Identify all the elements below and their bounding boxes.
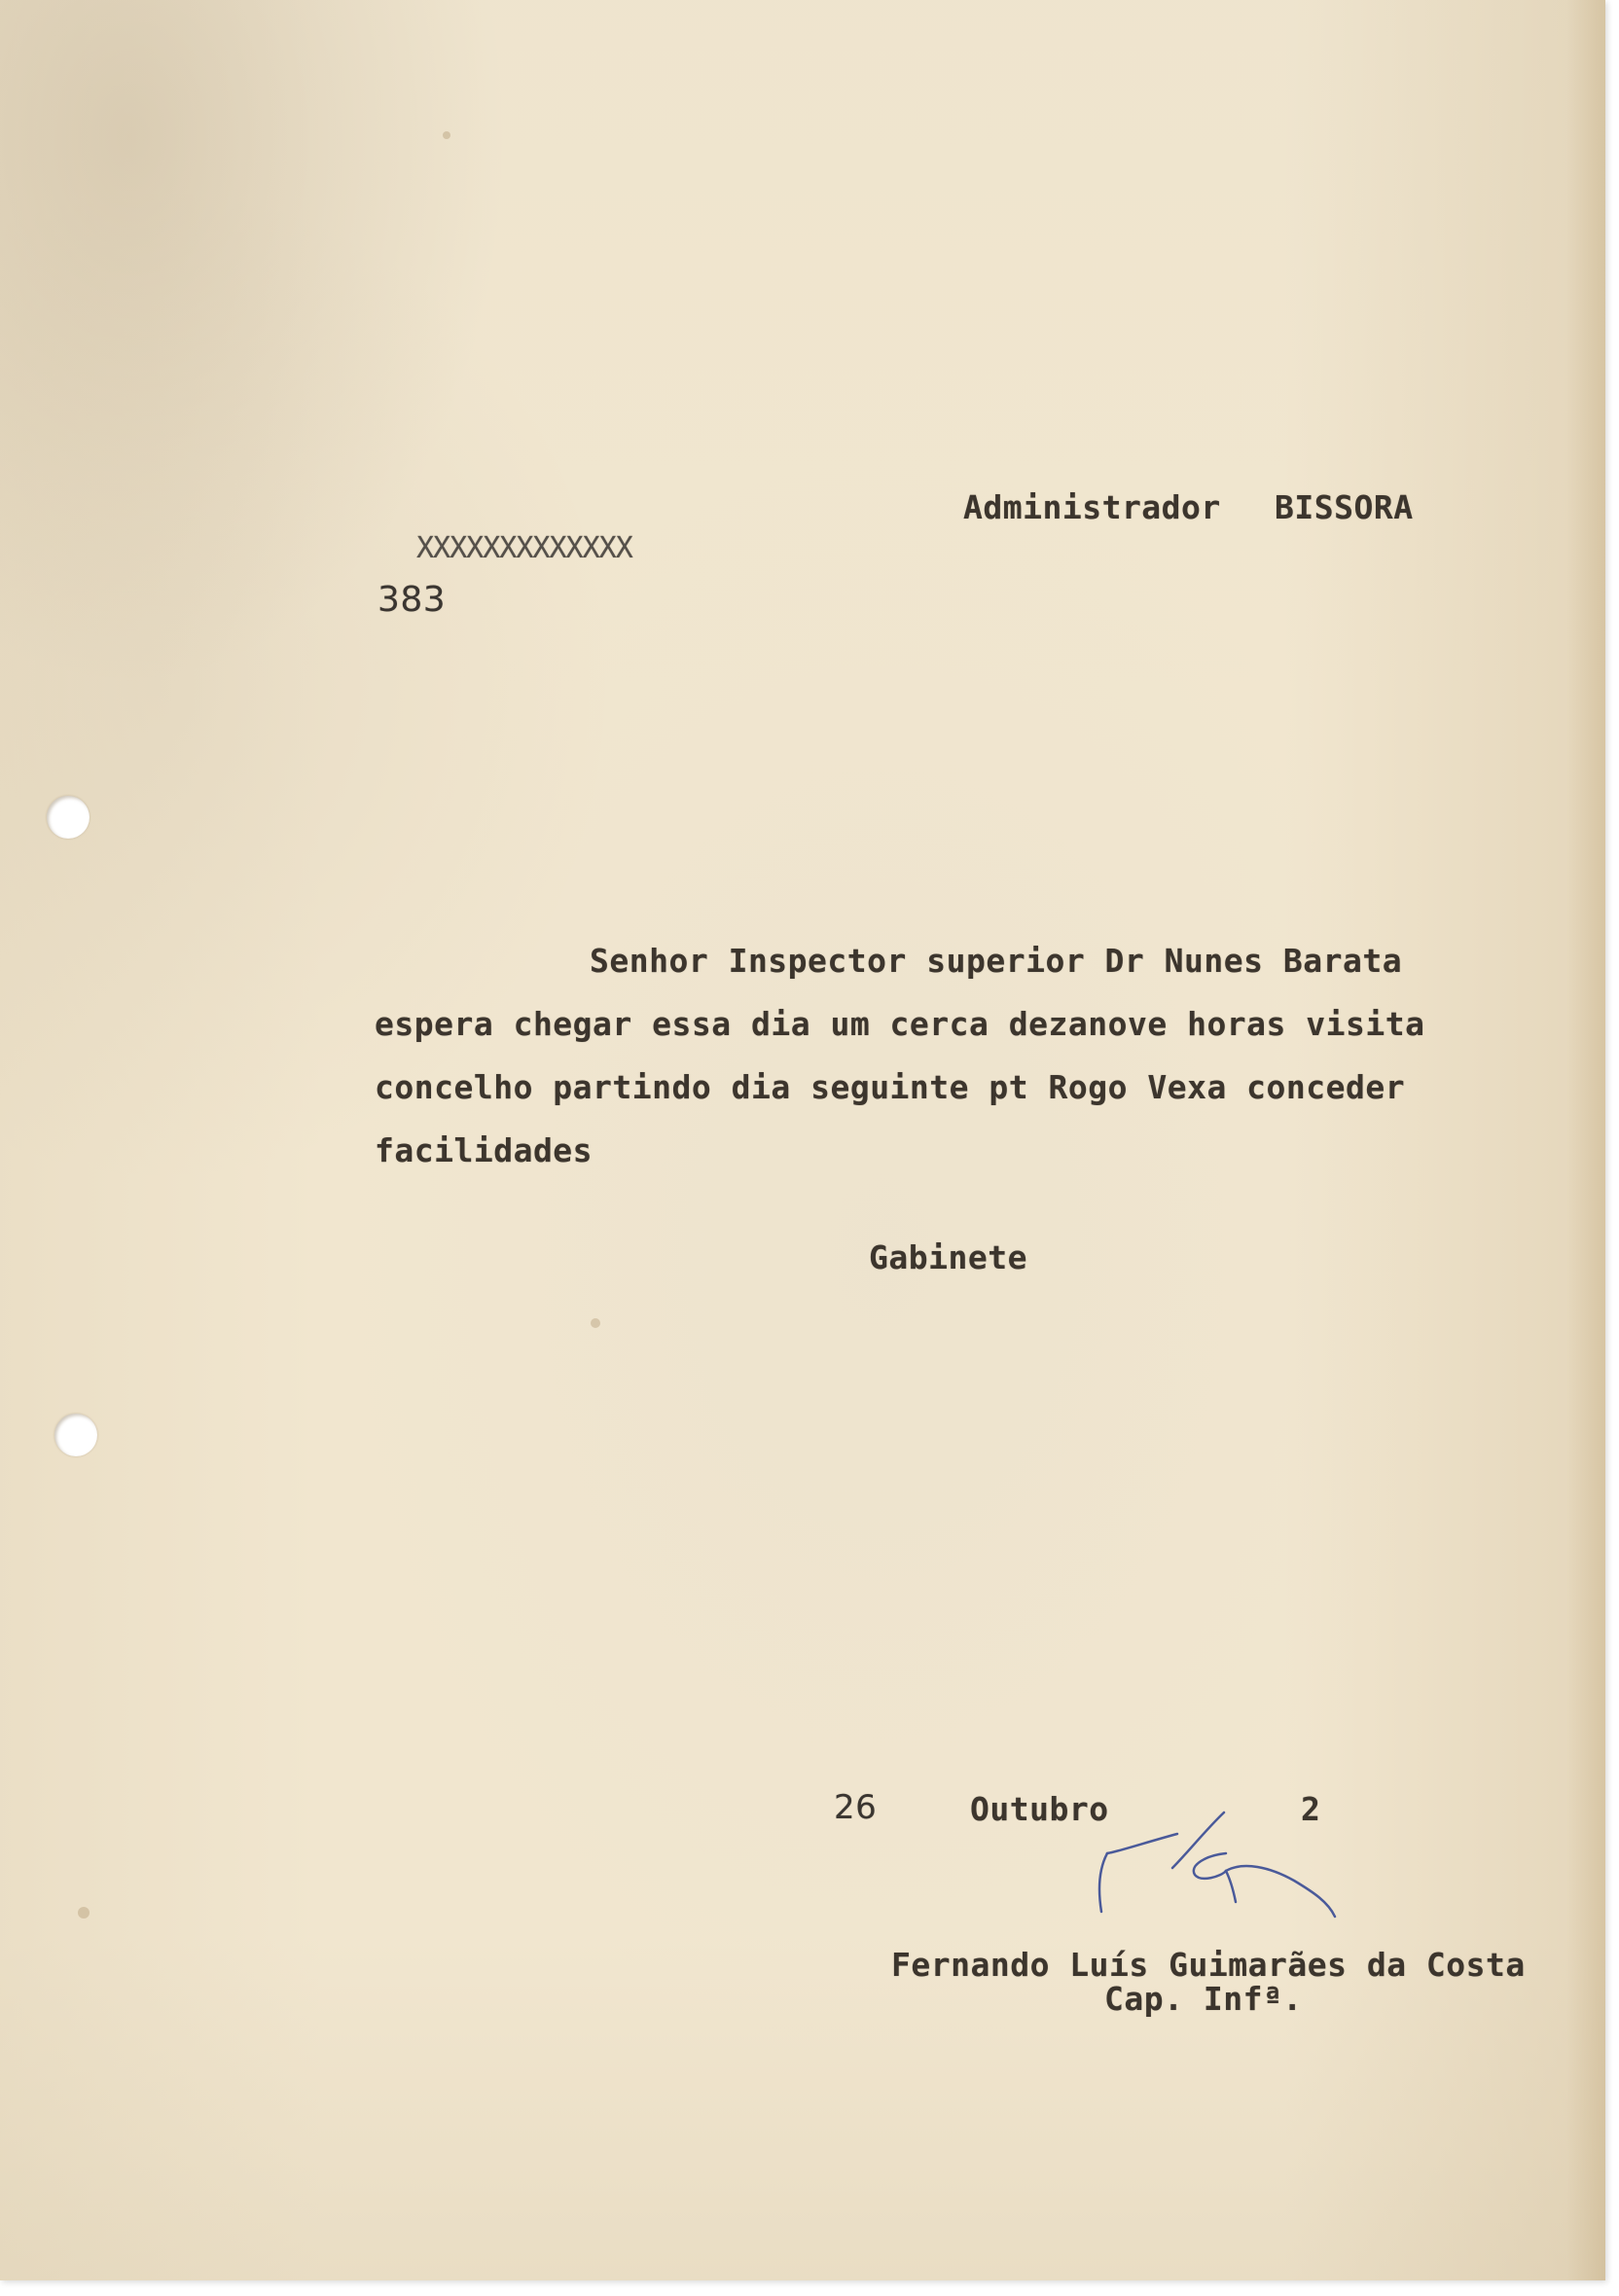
paper-stain	[443, 131, 450, 139]
signatory-rank: Cap. Infª.	[1104, 1980, 1303, 2018]
date-month: Outubro	[970, 1790, 1109, 1828]
paper-stain	[78, 1907, 90, 1919]
reference-number: 383	[378, 580, 447, 620]
date-day: 26	[834, 1788, 878, 1827]
recipient-title: Administrador	[963, 488, 1221, 526]
crossed-out-reference: XXXXXXXXXXXXX	[416, 531, 632, 565]
date-year: 2	[1301, 1790, 1321, 1828]
punch-hole-bottom	[54, 1414, 97, 1456]
message-line: espera chegar essa dia um cerca dezanove horas visita	[375, 1005, 1425, 1043]
message-line: Senhor Inspector superior Dr Nunes Barata	[590, 942, 1403, 980]
paper-stain	[591, 1318, 600, 1328]
recipient-place: BISSORA	[1275, 488, 1414, 526]
message-line: concelho partindo dia seguinte pt Rogo Vexa conceder	[375, 1068, 1406, 1106]
sender-label: Gabinete	[869, 1238, 1027, 1276]
handwritten-signature	[1080, 1795, 1372, 1931]
page-edge-shadow	[1566, 0, 1605, 2280]
punch-hole-top	[47, 796, 90, 839]
message-line: facilidades	[375, 1131, 594, 1169]
signatory-name: Fernando Luís Guimarães da Costa	[891, 1946, 1526, 1984]
